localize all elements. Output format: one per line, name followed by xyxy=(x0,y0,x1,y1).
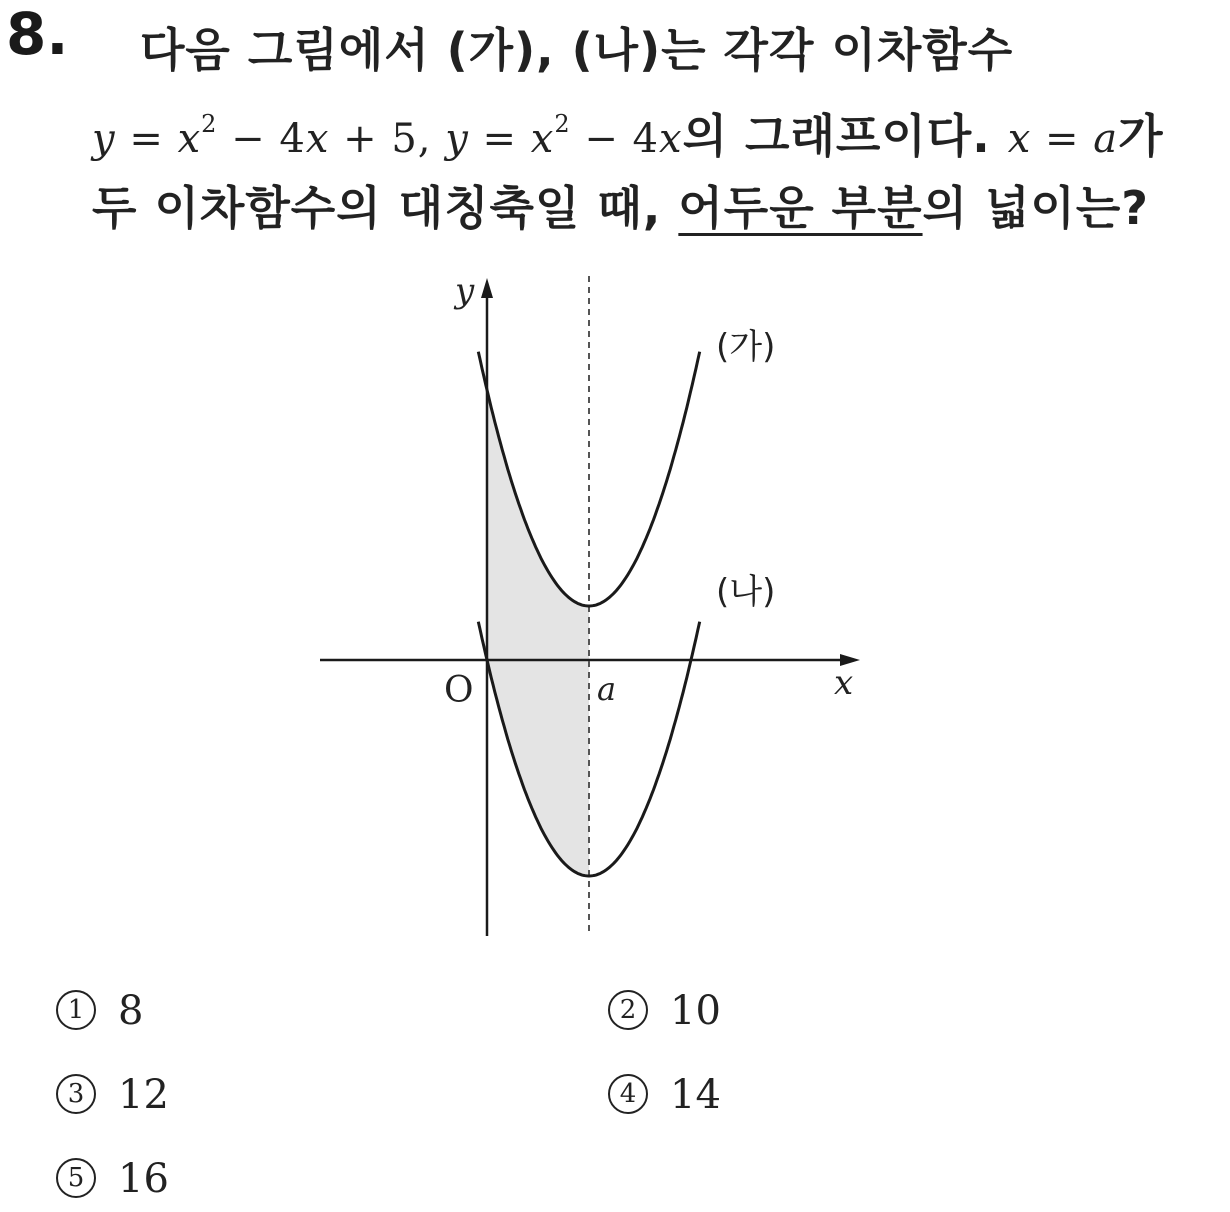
y-axis-arrow xyxy=(481,278,493,298)
curve-ga-label: (가) xyxy=(716,327,776,367)
choice-4[interactable] xyxy=(608,1072,721,1118)
condition-formula: x = a xyxy=(1007,116,1119,162)
underlined-phrase: 어두운 부분 xyxy=(678,181,923,235)
formula-b: $y = x^2 - 4x$ xyxy=(445,110,683,162)
choice-2[interactable] xyxy=(608,988,721,1034)
choice-5[interactable] xyxy=(56,1156,169,1202)
choice-1-value: 8 xyxy=(118,988,144,1034)
line3-before: 두 이차함수의 대칭축일 때, xyxy=(92,181,679,235)
choice-1[interactable] xyxy=(56,988,143,1034)
x-axis-label: x xyxy=(834,663,854,703)
line3-after: 의 넓이는? xyxy=(922,181,1149,235)
choice-5-value: 16 xyxy=(118,1156,169,1202)
choice-2-mark: 2 xyxy=(608,990,648,1030)
curve-na-label: (나) xyxy=(716,572,776,612)
origin-label: O xyxy=(444,670,474,711)
shaded-region xyxy=(487,390,589,876)
question-number: 8. xyxy=(6,0,69,68)
choice-3-mark: 3 xyxy=(56,1074,96,1114)
symmetry-axis-label: a xyxy=(597,670,617,708)
choice-1-mark: 1 xyxy=(56,990,96,1030)
formula-a: $y = x^2 - 4x + 5$, xyxy=(92,110,446,162)
choice-2-value: 10 xyxy=(670,988,721,1034)
y-axis-label: y xyxy=(455,271,475,311)
line2-suffix: 의 그래프이다. xyxy=(682,109,1008,163)
choice-4-value: 14 xyxy=(670,1072,721,1118)
condition-suffix: 가 xyxy=(1118,109,1164,163)
choice-3[interactable] xyxy=(56,1072,169,1118)
choice-4-mark: 4 xyxy=(608,1074,648,1114)
question-line-1: 다음 그림에서 (가), (나)는 각각 이차함수 xyxy=(140,23,1014,77)
choice-5-mark: 5 xyxy=(56,1158,96,1198)
choice-3-value: 12 xyxy=(118,1072,169,1118)
